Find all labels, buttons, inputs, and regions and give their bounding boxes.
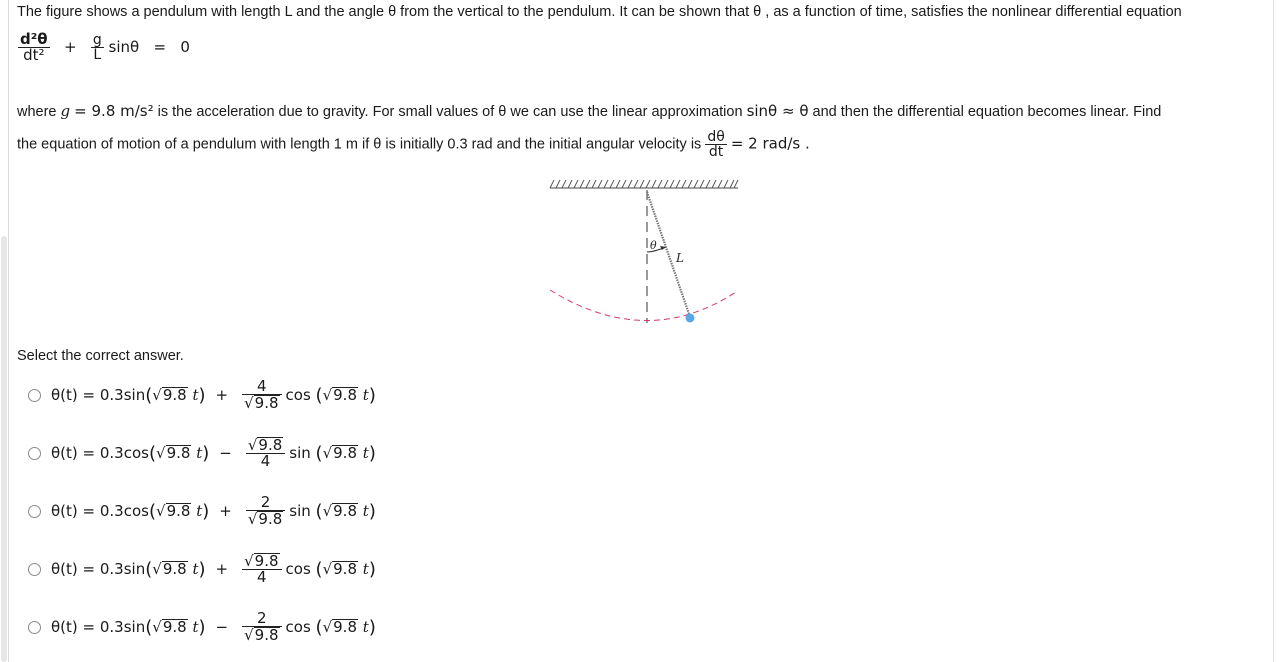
option-2[interactable]: θ(t) = 0.3cos ( √ 9.8 t ) − $\frac{√9.8}{4}$ sin ( √ 9.8 t ) — [28, 433, 376, 473]
question-line-3: the equation of motion of a pendulum with length 1 m if θ is initially 0.3 rad and the initial angular velocity is $\frac{d\theta}{dt}$ = 2 rad/s . — [17, 129, 810, 160]
radio-button[interactable] — [28, 389, 41, 402]
option-4[interactable]: θ(t) = 0.3sin ( √ 9.8 t ) + $\frac{√9.8}{4}$ cos ( √ 9.8 t ) — [28, 549, 376, 589]
panel-border — [1273, 0, 1274, 662]
differential-equation: $\frac{\text{d²θ}}{\text{dt²}}$ + $\frac{g}{L}$ sinθ = 0 — [20, 30, 190, 64]
g-over-L-fraction: $\frac{g}{L}$ — [92, 32, 102, 63]
answer-prompt: Select the correct answer. — [17, 348, 184, 364]
coefficient-fraction: $\frac{√9.8}{4}$ — [246, 437, 285, 470]
scrollbar[interactable] — [0, 0, 9, 662]
option-3[interactable]: θ(t) = 0.3cos ( √ 9.8 t ) + $\frac{2}{√9.8}$ sin ( √ 9.8 t ) — [28, 491, 376, 531]
dtheta-dt-fraction: $\frac{d\theta}{dt}$ — [707, 129, 725, 160]
question-line-2: where g = 9.8 m/s² is the acceleration due to gravity. For small values of θ we can use the linear approximation sinθ ≈ θ and then the differential equation becomes linear. Find — [17, 102, 1162, 120]
radio-button[interactable] — [28, 621, 41, 634]
second-derivative-fraction: $\frac{\text{d²θ}}{\text{dt²}}$ — [20, 30, 48, 64]
pendulum-figure — [540, 170, 750, 335]
coefficient-fraction: $\frac{4}{√9.8}$ — [242, 379, 281, 412]
question-line-1: The figure shows a pendulum with length L and the angle θ from the vertical to the pendulum. It can be shown that θ , as a function of time, satisfies the nonlinear differential equation — [17, 4, 1182, 20]
theta-label: θ — [650, 239, 657, 252]
radio-button[interactable] — [28, 505, 41, 518]
coefficient-fraction: $\frac{√9.8}{4}$ — [242, 553, 281, 586]
option-1[interactable]: θ(t) = 0.3sin ( √ 9.8 t ) + $\frac{4}{√9.8}$ cos ( √ 9.8 t ) — [28, 375, 376, 415]
coefficient-fraction: $\frac{2}{√9.8}$ — [246, 495, 285, 528]
radio-button[interactable] — [28, 563, 41, 576]
radio-button[interactable] — [28, 447, 41, 460]
pendulum-bob — [686, 314, 695, 323]
length-label: L — [676, 251, 684, 265]
swing-arc — [550, 290, 736, 321]
ceiling-hatch — [550, 180, 738, 188]
scrollbar-thumb[interactable] — [1, 236, 7, 662]
option-5[interactable]: θ(t) = 0.3sin ( √ 9.8 t ) − $\frac{2}{√9.8}$ cos ( √ 9.8 t ) — [28, 607, 376, 647]
coefficient-fraction: $\frac{2}{√9.8}$ — [242, 611, 281, 644]
